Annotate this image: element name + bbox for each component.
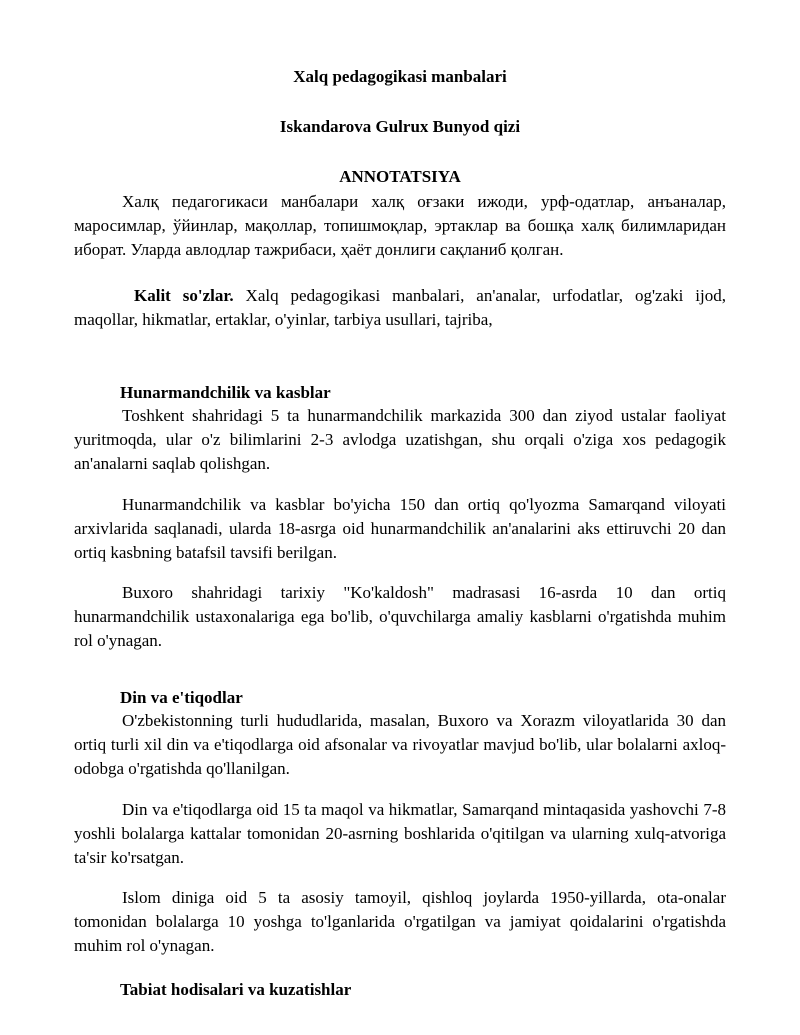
section-heading-religion: Din va e'tiqodlar (120, 688, 243, 707)
annotation-heading: ANNOTATSIYA (339, 167, 461, 186)
annotation-text: Халқ педагогикаси манбалари халқ оғзаки ижоди, урф-одатлар, анъаналар, маросимлар, ўйинлар, мақоллар, топишмоқлар, эртаклар ва бошқа халқ билимларидан иборат. Уларда авлодлар тажрибаси, ҳаёт донлиги сақланиб қолган. (74, 192, 726, 259)
author-name: Iskandarova Gulrux Bunyod qizi (279, 117, 521, 136)
paragraph: Islom diniga oid 5 ta asosiy tamoyil, qishloq joylarda 1950-yillarda, ota-onalar tomonidan bolalarga 10 yoshga to'lganlarida o'rgatilgan va jamiyat qoidalarini o'rgatishda muhim rol o'ynagan. (74, 888, 726, 955)
keywords-paragraph (74, 284, 726, 332)
section-heading-nature: Tabiat hodisalari va kuzatishlar (120, 980, 352, 999)
document-title: Xalq pedagogikasi manbalari (293, 67, 507, 86)
paragraph: Hunarmandchilik va kasblar bo'yicha 150 dan ortiq qo'lyozma Samarqand viloyati arxivlarida saqlanadi, ularda 18-asrga oid hunarmandchilik an'analarini aks ettiruvchi 20 dan ortiq kasbning batafsil tavsifi berilgan. (74, 495, 726, 562)
paragraph: Toshkent shahridagi 5 ta hunarmandchilik markazida 300 dan ziyod ustalar faoliyat yuritmoqda, ular o'z bilimlarini 2-3 avlodga uzatishgan, shu orqali o'ziga xos pedagogik an'analarni saqlab qolishgan. (74, 406, 726, 473)
keywords-text: Xalq pedagogikasi manbalari, an'analar, urfodatlar, og'zaki ijod, maqollar, hikmatlar, ertaklar, o'yinlar, tarbiya usullari, tajriba, (74, 286, 726, 329)
keywords-label: Kalit so'zlar. (134, 286, 234, 305)
paragraph: Buxoro shahridagi tarixiy "Ko'kaldosh" madrasasi 16-asrda 10 dan ortiq hunarmandchilik ustaxonalariga ega bo'lib, o'quvchilarga amaliy kasblarni o'rgatishda muhim rol o'ynagan. (74, 583, 726, 650)
section-heading-crafts: Hunarmandchilik va kasblar (120, 383, 331, 402)
paragraph: O'zbekistonning turli hududlarida, masalan, Buxoro va Xorazm viloyatlarida 30 dan ortiq turli xil din va e'tiqodlarga oid afsonalar va rivoyatlar mavjud bo'lib, ular bolalarni axloq-odobga o'rgatishda qo'llanilgan. (74, 711, 726, 778)
paragraph: Din va e'tiqodlarga oid 15 ta maqol va hikmatlar, Samarqand mintaqasida yashovchi 7-8 yoshli bolalarga kattalar tomonidan 20-asrning boshlarida o'qitilgan va ularning xulq-atvoriga ta'sir ko'rsatgan. (74, 800, 726, 867)
